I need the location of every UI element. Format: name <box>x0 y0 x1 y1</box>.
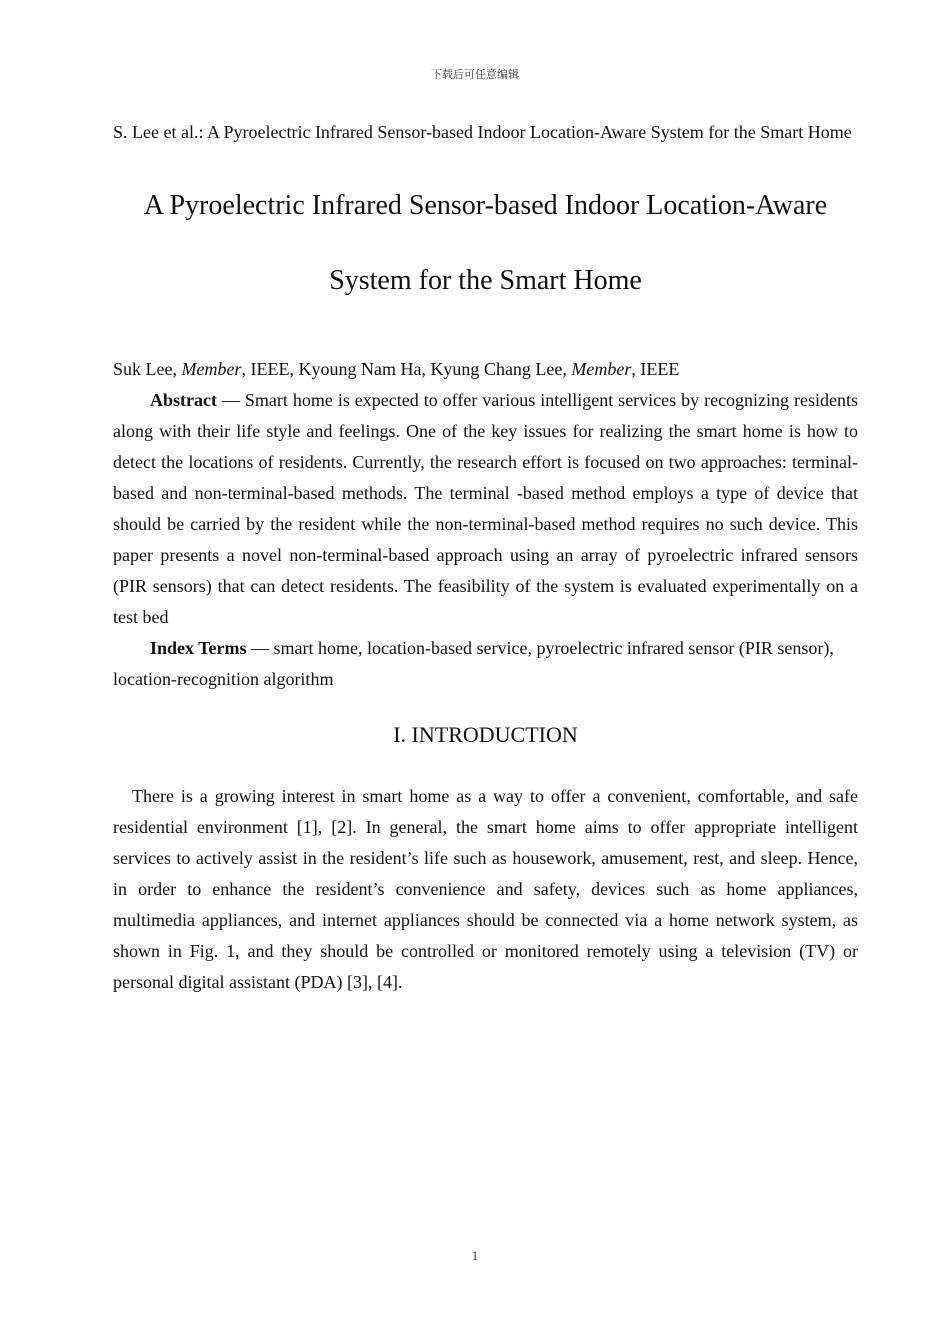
page-watermark-header: 下载后可任意编辑 <box>431 68 519 81</box>
abstract-text: — Smart home is expected to offer various intelligent services by recognizing residents along with their life style and feelings. One of the key issues for realizing the smart home is how to detect the locations of residents. Currently, the research effort is focused on two approaches: terminal-based and non-terminal-based methods. The terminal -based method employs a type of device that should be carried by the resident while the non-terminal-based method requires no such device. This paper presents a novel non-terminal-based approach using an array of pyroelectric infrared sensors (PIR sensors) that can detect residents. The feasibility of the system is evaluated experimentally on a test bed <box>113 390 858 627</box>
abstract <box>113 385 858 633</box>
running-head: S. Lee et al.: A Pyroelectric Infrared Sensor-based Indoor Location-Aware System for the Smart Home <box>113 122 852 142</box>
title-line-1: A Pyroelectric Infrared Sensor-based Indoor Location-Aware <box>143 190 828 221</box>
index-terms-text: — smart home, location-based service, pyroelectric infrared sensor (PIR sensor), location-recognition algorithm <box>113 638 834 689</box>
author-3-role: Member <box>571 359 632 379</box>
author-2-name: Kyoung Nam Ha, <box>298 359 431 379</box>
section-heading-introduction: I. INTRODUCTION <box>393 722 578 747</box>
author-list <box>113 354 858 385</box>
index-terms <box>113 633 858 695</box>
introduction-paragraph: There is a growing interest in smart home as a way to offer a convenient, comfortable, and safe residential environment [1], [2]. In general, the smart home aims to offer appropriate intelligent services to actively assist in the resident’s life such as housework, amusement, rest, and sleep. Hence, in order to enhance the resident’s convenience and safety, devices such as home appliances, multimedia appliances, and internet appliances should be connected via a home network system, as shown in Fig. 1, and they should be controlled or monitored remotely using a television (TV) or personal digital assistant (PDA) [3], [4]. <box>113 786 858 992</box>
author-3-name: Kyung Chang Lee, <box>430 359 572 379</box>
author-3-org: , IEEE <box>631 359 680 379</box>
author-1-role: Member <box>181 359 242 379</box>
paper-title <box>113 168 858 318</box>
page-number: 1 <box>471 1248 479 1263</box>
page-content <box>113 117 858 998</box>
author-1-name: Suk Lee, <box>113 359 182 379</box>
title-line-2: System for the Smart Home <box>329 265 642 296</box>
author-1-org: , IEEE, <box>241 359 299 379</box>
index-terms-label: Index Terms <box>150 638 247 658</box>
abstract-label: Abstract <box>150 390 217 410</box>
